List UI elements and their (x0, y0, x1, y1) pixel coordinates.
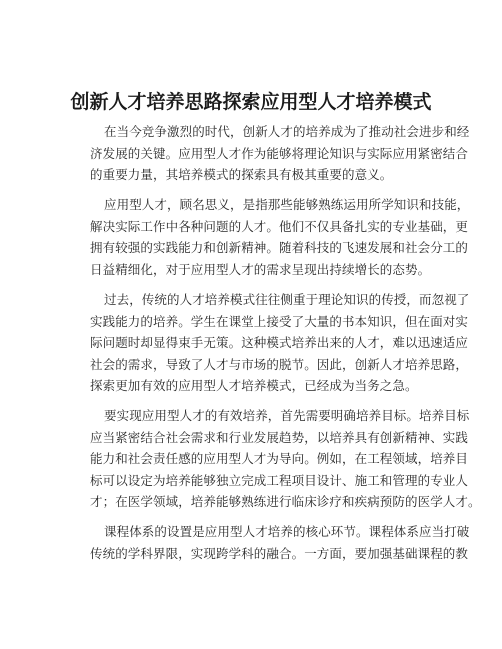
paragraph-line: 日益精细化，对于应用型人才的需求呈现出持续增长的态势。 (90, 261, 431, 277)
paragraph-4 (78, 405, 481, 513)
paragraph-3 (78, 289, 470, 397)
paragraph-line: 应用型人才，顾名思义，是指那些能够熟练运用所学知识和技能， (104, 197, 470, 212)
paragraph-line: 的重要力量，其培养模式的探索具有极其重要的意义。 (90, 167, 393, 182)
paragraph-1 (78, 121, 470, 186)
paragraph-line: 在当今竞争激烈的时代，创新人才的培养成为了推动社会进步和经 (104, 124, 470, 139)
paragraph-line: 济发展的关键。应用型人才作为能够将理论知识与实际应用紧密结合 (90, 145, 469, 161)
paragraph-line: 社会的需求，导致了人才与市场的脱节。因此，创新人才培养思路， (90, 356, 469, 372)
paragraph-line: 解决实际工作中各种问题的人才。他们不仅具备扎实的专业基础，更 (90, 218, 469, 234)
paragraph-line: 过去，传统的人才培养模式往往侧重于理论知识的传授，而忽视了 (104, 292, 470, 307)
paragraph-line: 能力和社会责任感的应用型人才为导向。例如，在工程领域，培养目 (90, 451, 469, 466)
paragraph-2 (78, 194, 470, 280)
paragraph-line: 才；在医学领域，培养能够熟练进行临床诊疗和疾病预防的医学人才。 (90, 494, 481, 509)
paragraph-line: 课程体系的设置是应用型人才培养的核心环节。课程体系应当打破 (104, 524, 470, 539)
paragraph-line: 要实现应用型人才的有效培养，首先需要明确培养目标。培养目标 (104, 408, 470, 423)
paragraph-line: 标可以设定为培养能够独立完成工程项目设计、施工和管理的专业人 (90, 472, 469, 488)
paragraph-line: 传统的学科界限，实现跨学科的融合。一方面，要加强基础课程的教 (90, 545, 469, 561)
paragraph-line: 拥有较强的实践能力和创新精神。随着科技的飞速发展和社会分工的 (90, 240, 469, 255)
paragraph-line: 探索更加有效的应用型人才培养模式，已经成为当务之急。 (90, 378, 418, 393)
paragraph-line: 际问题时却显得束手无策。这种模式培养出来的人才，难以迅速适应 (90, 335, 469, 350)
paragraph-line: 实践能力的培养。学生在课堂上接受了大量的书本知识，但在面对实 (90, 313, 469, 329)
paragraph-line: 应当紧密结合社会需求和行业发展趋势，以培养具有创新精神、实践 (90, 429, 469, 445)
paragraph-5 (78, 521, 470, 564)
document-title: 创新人才培养思路探索应用型人才培养模式 (70, 91, 432, 113)
